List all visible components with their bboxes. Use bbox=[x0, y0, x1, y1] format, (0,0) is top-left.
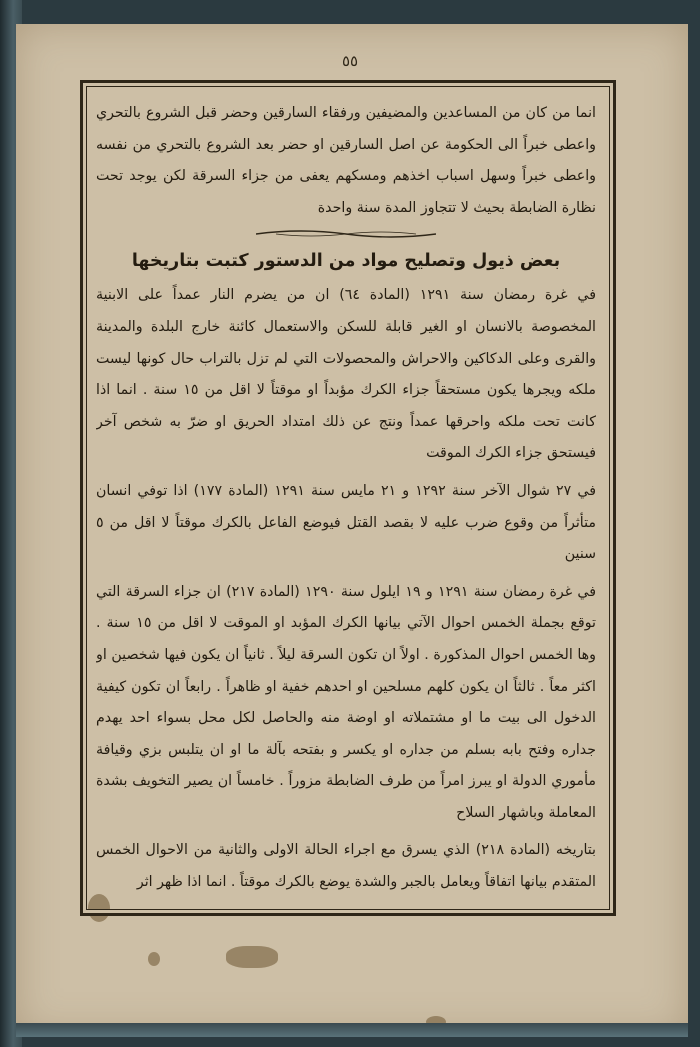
paper-stain bbox=[148, 952, 160, 966]
paragraph-intro: انما من كان من المساعدين والمضيفين ورفقاء السارقين وحضر قبل الشروع بالتحري واعطى خبراً الى الحكومة عن اصل السارقين او حضر بعد الشروع بالتحري من نفسه واعطى خبراً وسهل اسباب اخذهم ومسكهم يعفى من جزاء السرقة لكن يوجد تحت نظارة الضابطة بحيث لا تتجاوز المدة سنة واحدة bbox=[96, 105, 596, 216]
paragraph-article-217: في غرة رمضان سنة ١٢٩١ و ١٩ ايلول سنة ١٢٩٠ (المادة ٢١٧) ان جزاء السرقة التي توقع بجملة الخمس احوال الآتي بيانها الكرك المؤبد او الموقت لا اقل من ١٥ سنة . وها الخمس احوال المذكورة . اولاً ان تكون السرقة ليلاً . ثانياً ان يكون فيها شخصين او اكثر معاً . ثالثاً ان يكون كلهم مسلحين او احدهم خفية او ظاهراً . رابعاً ان تكون كيفية الدخول الى بيت ما او مشتملاته او اوضة منه والحاصل لكل محل بسواء احد يهدم جداره وفتح بابه بسلم من جداره او يكسر و بفتحه بآلة ما او ان يتلبس بزي وقيافة مأموري الدولة او يبرز امراً من طرف الضابطة مزوراً . خامساً ان يصير التخويف بشدة المعاملة وباشهار السلاح bbox=[96, 583, 596, 821]
section-heading: بعض ذيول وتصليح مواد من الدستور كتبت بتاريخها bbox=[131, 251, 561, 272]
paragraph-article-218: بتاريخه (المادة ٢١٨) الذي يسرق مع اجراء الحالة الاولى والثانية من الاحوال الخمس المتقدم بيانها اتفاقاً ويعامل بالجبر والشدة يوضع بالكرك موقتاً . انما اذا ظهر اثر bbox=[96, 842, 596, 891]
paper-stain bbox=[226, 946, 278, 968]
page-text bbox=[96, 98, 596, 898]
ornamental-divider bbox=[256, 228, 436, 240]
page-number: ٥٥ bbox=[341, 52, 359, 70]
book-cover-edge bbox=[16, 1023, 688, 1037]
paragraph-article-64: في غرة رمضان سنة ١٢٩١ (المادة ٦٤) ان من يضرم النار عمداً على الابنية المخصوصة بالانسان او الغير قابلة للسكن والاستعمال كائنة خارج البلدة والمدينة والقرى وعلى الدكاكين والاحراش والمحصولات التي لم تزل بالتراب حال كونها ليست ملكه ويجرها يكون مستحقاً جزاء الكرك مؤبداً او موقتاً لا اقل من ١٥ سنة . انما اذا كانت تحت ملكه واحرقها عمداً ونتج عن ذلك امتداد الحريق او ضرّ به شخص آخر فيستحق جزاء الكرك الموقت bbox=[96, 287, 596, 462]
paragraph-article-177: في ٢٧ شوال الآخر سنة ١٢٩٢ و ٢١ مايس سنة ١٢٩١ (المادة ١٧٧) اذا توفي انسان متأثراً من وقوع ضرب عليه لا بقصد القتل فيوضع الفاعل بالكرك موقتاً لا اقل من ٥ سنين bbox=[96, 482, 596, 563]
